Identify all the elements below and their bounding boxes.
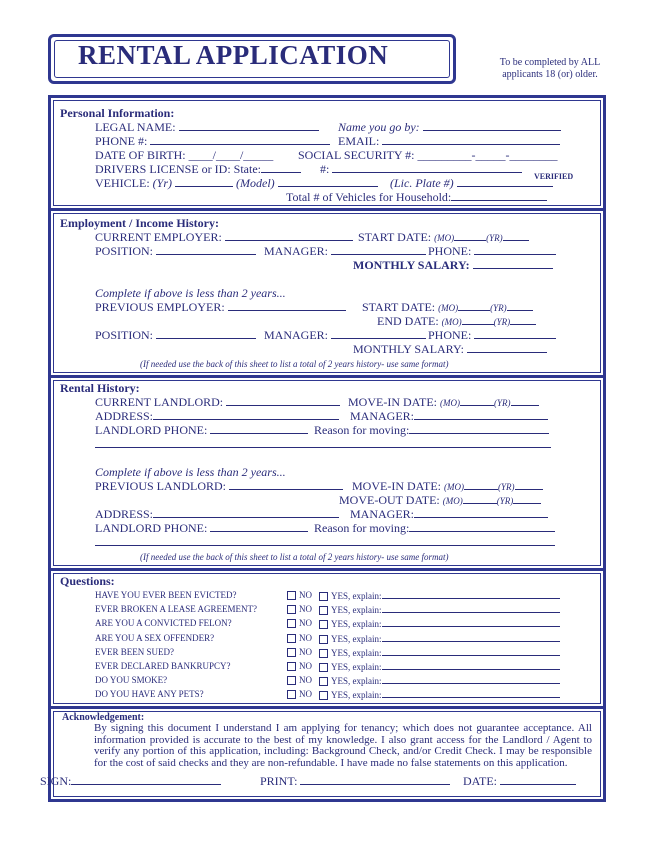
previous-employer-label: PREVIOUS EMPLOYER: bbox=[95, 300, 225, 314]
yr-label: (YR) bbox=[494, 398, 511, 408]
date-label: DATE: bbox=[463, 774, 497, 788]
position-label: POSITION: bbox=[95, 244, 154, 258]
prev-manager-label: MANAGER: bbox=[264, 328, 329, 342]
name-go-by-field[interactable] bbox=[423, 120, 561, 131]
prev-phone-label: PHONE: bbox=[428, 328, 472, 342]
end-mo-field[interactable] bbox=[462, 314, 494, 325]
end-yr-field[interactable] bbox=[510, 314, 536, 325]
vehicle-label: VEHICLE: bbox=[95, 176, 150, 190]
prev-reason-extra-line[interactable] bbox=[95, 535, 555, 546]
question-no-option[interactable] bbox=[287, 618, 312, 628]
question-label: DO YOU HAVE ANY PETS? bbox=[95, 689, 204, 699]
question-yes-option[interactable] bbox=[319, 633, 560, 644]
question-label: EVER DECLARED BANKRUPCY? bbox=[95, 661, 231, 671]
no-checkbox[interactable] bbox=[287, 648, 296, 657]
no-checkbox[interactable] bbox=[287, 634, 296, 643]
legal-name-field[interactable] bbox=[179, 120, 319, 131]
monthly-salary-label: MONTHLY SALARY: bbox=[353, 258, 470, 272]
yes-checkbox[interactable] bbox=[319, 606, 328, 615]
address-label: ADDRESS: bbox=[95, 409, 154, 423]
no-checkbox[interactable] bbox=[287, 591, 296, 600]
prev-reason-field[interactable] bbox=[409, 521, 555, 532]
page-title: RENTAL APPLICATION bbox=[78, 40, 389, 70]
rental-footnote: (If needed use the back of this sheet to list a total of 2 years history- use same format) bbox=[140, 552, 449, 562]
question-label: ARE YOU A CONVICTED FELON? bbox=[95, 618, 232, 628]
move-in-yr-field[interactable] bbox=[511, 395, 539, 406]
mo-label: (MO) bbox=[441, 317, 462, 327]
yes-label: YES, explain: bbox=[331, 605, 382, 615]
dl-number-field[interactable] bbox=[332, 162, 522, 173]
no-checkbox[interactable] bbox=[287, 662, 296, 671]
prev-landlord-phone-label: LANDLORD PHONE: bbox=[95, 521, 208, 535]
rental-manager-label: MANAGER: bbox=[350, 409, 415, 423]
start-date-label: START DATE: bbox=[358, 230, 432, 244]
no-label: NO bbox=[299, 590, 312, 600]
verified-label: VERIFIED bbox=[534, 172, 574, 181]
yes-checkbox[interactable] bbox=[319, 620, 328, 629]
no-label: NO bbox=[299, 604, 312, 614]
no-checkbox[interactable] bbox=[287, 676, 296, 685]
no-label: NO bbox=[299, 689, 312, 699]
prev-monthly-salary-label: MONTHLY SALARY: bbox=[353, 342, 464, 356]
no-label: NO bbox=[299, 661, 312, 671]
yes-checkbox[interactable] bbox=[319, 592, 328, 601]
yes-checkbox[interactable] bbox=[319, 635, 328, 644]
mo-label: (MO) bbox=[442, 496, 463, 506]
reason-field[interactable] bbox=[409, 423, 549, 434]
vehicle-yr-field[interactable] bbox=[175, 176, 233, 187]
no-checkbox[interactable] bbox=[287, 619, 296, 628]
prev-landlord-phone-field[interactable] bbox=[210, 521, 308, 532]
previous-landlord-field[interactable] bbox=[229, 479, 343, 490]
question-label: HAVE YOU EVER BEEN EVICTED? bbox=[95, 590, 237, 600]
prev-move-in-mo-field[interactable] bbox=[464, 479, 498, 490]
prev-address-field[interactable] bbox=[153, 507, 339, 518]
acknowledgement-heading: Acknowledgement: bbox=[62, 712, 145, 723]
current-landlord-field[interactable] bbox=[226, 395, 340, 406]
move-out-label: MOVE-OUT DATE: bbox=[339, 493, 440, 507]
end-date-label: END DATE: bbox=[377, 314, 439, 328]
name-go-by-label: Name you go by: bbox=[338, 120, 420, 134]
yes-label: YES, explain: bbox=[331, 591, 382, 601]
dob-label: DATE OF BIRTH: bbox=[95, 148, 186, 162]
manager-label: MANAGER: bbox=[264, 244, 329, 258]
prev-monthly-salary-field[interactable] bbox=[467, 342, 547, 353]
sign-field[interactable] bbox=[71, 774, 221, 785]
personal-heading: Personal Information: bbox=[60, 106, 175, 120]
yes-label: YES, explain: bbox=[331, 662, 382, 672]
acknowledgement-body: By signing this document I understand I am applying for tenancy; which does not guarantee acceptance. All information provided is accurate to the best of my knowledge. I also grant access for the Landlord / Agent to verify any portion of this application, including: Background Check, and/or Credit Check. I may be responsible for the cost of said checks and they are non-refundable. I have made no false statements on this application. bbox=[94, 722, 592, 769]
vehicle-model-field[interactable] bbox=[278, 176, 378, 187]
explain-field[interactable] bbox=[382, 647, 560, 656]
explain-field[interactable] bbox=[382, 675, 560, 684]
employment-heading: Employment / Income History: bbox=[60, 216, 219, 230]
dl-state-label: State: bbox=[233, 162, 261, 176]
question-yes-option[interactable] bbox=[319, 647, 560, 658]
question-no-option[interactable] bbox=[287, 590, 312, 600]
yes-label: YES, explain: bbox=[331, 690, 382, 700]
yr-label: (YR) bbox=[490, 303, 507, 313]
prev-address-label: ADDRESS: bbox=[95, 507, 154, 521]
explain-field[interactable] bbox=[382, 590, 560, 599]
prev-start-yr-field[interactable] bbox=[507, 300, 533, 311]
move-out-yr-field[interactable] bbox=[513, 493, 541, 504]
question-no-option[interactable] bbox=[287, 661, 312, 671]
question-yes-option[interactable] bbox=[319, 604, 560, 615]
prev-start-date-label: START DATE: bbox=[362, 300, 436, 314]
questions-heading: Questions: bbox=[60, 574, 115, 588]
move-in-mo-field[interactable] bbox=[460, 395, 494, 406]
question-yes-option[interactable] bbox=[319, 689, 560, 700]
current-employer-field[interactable] bbox=[225, 230, 353, 241]
question-label: EVER BEEN SUED? bbox=[95, 647, 174, 657]
reason-extra-line[interactable] bbox=[95, 437, 551, 448]
prev-phone-field[interactable] bbox=[474, 328, 556, 339]
no-label: NO bbox=[299, 618, 312, 628]
vehicle-model-label: (Model) bbox=[236, 176, 275, 190]
question-yes-option[interactable] bbox=[319, 618, 560, 629]
manager-field[interactable] bbox=[331, 244, 426, 255]
mo-label: (MO) bbox=[444, 482, 464, 492]
legal-name-label: LEGAL NAME: bbox=[95, 120, 176, 134]
header-note-line1: To be completed by ALL bbox=[499, 57, 601, 68]
prev-rental-manager-label: MANAGER: bbox=[350, 507, 415, 521]
phone-field-emp[interactable] bbox=[474, 244, 556, 255]
question-yes-option[interactable] bbox=[319, 661, 560, 672]
explain-field[interactable] bbox=[382, 633, 560, 642]
print-field[interactable] bbox=[300, 774, 450, 785]
sign-label: SIGN: bbox=[40, 774, 72, 788]
explain-field[interactable] bbox=[382, 604, 560, 613]
lic-plate-label: (Lic. Plate #) bbox=[390, 176, 454, 190]
question-no-option[interactable] bbox=[287, 647, 312, 657]
email-label: EMAIL: bbox=[338, 134, 380, 148]
total-vehicles-field[interactable] bbox=[451, 190, 547, 201]
mo-label: (MO) bbox=[440, 398, 460, 408]
yes-label: YES, explain: bbox=[331, 648, 382, 658]
lic-plate-field[interactable] bbox=[457, 176, 553, 187]
mo-label: (MO) bbox=[434, 233, 455, 243]
ssn-field[interactable]: _________-_____-________ bbox=[417, 148, 558, 162]
address-field[interactable] bbox=[153, 409, 339, 420]
explain-field[interactable] bbox=[382, 689, 560, 698]
question-label: DO YOU SMOKE? bbox=[95, 675, 168, 685]
phone-label: PHONE #: bbox=[95, 134, 148, 148]
yes-label: YES, explain: bbox=[331, 676, 382, 686]
move-out-mo-field[interactable] bbox=[463, 493, 497, 504]
yes-label: YES, explain: bbox=[331, 619, 382, 629]
employment-footnote: (If needed use the back of this sheet to list a total of 2 years history- use same format) bbox=[140, 359, 449, 369]
header-note-line2: applicants 18 (or) older. bbox=[502, 69, 598, 80]
dl-label: DRIVERS LICENSE or ID: bbox=[95, 162, 231, 176]
mo-label: (MO) bbox=[438, 303, 459, 313]
no-label: NO bbox=[299, 675, 312, 685]
prev-rental-manager-field[interactable] bbox=[414, 507, 548, 518]
question-yes-option[interactable] bbox=[319, 590, 560, 601]
no-checkbox[interactable] bbox=[287, 605, 296, 614]
landlord-phone-field[interactable] bbox=[210, 423, 308, 434]
question-label: ARE YOU A SEX OFFENDER? bbox=[95, 633, 215, 643]
explain-field[interactable] bbox=[382, 618, 560, 627]
question-no-option[interactable] bbox=[287, 689, 312, 699]
rental-manager-field[interactable] bbox=[414, 409, 548, 420]
phone-field[interactable] bbox=[150, 134, 330, 145]
rental-complete-note: Complete if above is less than 2 years... bbox=[95, 465, 286, 479]
move-in-label: MOVE-IN DATE: bbox=[348, 395, 437, 409]
question-no-option[interactable] bbox=[287, 604, 312, 614]
employment-complete-note: Complete if above is less than 2 years... bbox=[95, 286, 286, 300]
yr-label: (YR) bbox=[493, 317, 511, 327]
total-vehicles-label: Total # of Vehicles for Household: bbox=[286, 190, 452, 204]
yes-checkbox[interactable] bbox=[319, 677, 328, 686]
current-landlord-label: CURRENT LANDLORD: bbox=[95, 395, 224, 409]
yes-checkbox[interactable] bbox=[319, 663, 328, 672]
position-field[interactable] bbox=[156, 244, 256, 255]
yes-checkbox[interactable] bbox=[319, 649, 328, 658]
prev-manager-field[interactable] bbox=[331, 328, 426, 339]
rental-heading: Rental History: bbox=[60, 381, 140, 395]
start-mo-field[interactable] bbox=[454, 230, 486, 241]
landlord-phone-label: LANDLORD PHONE: bbox=[95, 423, 208, 437]
dl-state-field[interactable] bbox=[261, 162, 301, 173]
prev-position-field[interactable] bbox=[156, 328, 256, 339]
print-label: PRINT: bbox=[260, 774, 298, 788]
vehicle-yr-label: (Yr) bbox=[152, 176, 172, 190]
no-label: NO bbox=[299, 647, 312, 657]
explain-field[interactable] bbox=[382, 661, 560, 670]
question-label: EVER BROKEN A LEASE AGREEMENT? bbox=[95, 604, 257, 614]
previous-landlord-label: PREVIOUS LANDLORD: bbox=[95, 479, 227, 493]
start-yr-field[interactable] bbox=[503, 230, 529, 241]
yes-checkbox[interactable] bbox=[319, 691, 328, 700]
no-label: NO bbox=[299, 633, 312, 643]
dl-number-label: #: bbox=[320, 162, 330, 176]
yr-label: (YR) bbox=[498, 482, 515, 492]
no-checkbox[interactable] bbox=[287, 690, 296, 699]
prev-reason-label: Reason for moving: bbox=[314, 521, 410, 535]
reason-label: Reason for moving: bbox=[314, 423, 410, 437]
question-no-option[interactable] bbox=[287, 633, 312, 643]
prev-move-in-label: MOVE-IN DATE: bbox=[352, 479, 441, 493]
prev-move-in-yr-field[interactable] bbox=[515, 479, 543, 490]
header-note bbox=[470, 57, 630, 81]
ssn-label: SOCIAL SECURITY #: bbox=[298, 148, 415, 162]
monthly-salary-field[interactable] bbox=[473, 258, 553, 269]
prev-start-mo-field[interactable] bbox=[458, 300, 490, 311]
yr-label: (YR) bbox=[496, 496, 514, 506]
question-yes-option[interactable] bbox=[319, 675, 560, 686]
dob-field[interactable]: ____/____/_____ bbox=[188, 148, 274, 162]
question-no-option[interactable] bbox=[287, 675, 312, 685]
current-employer-label: CURRENT EMPLOYER: bbox=[95, 230, 222, 244]
date-field[interactable] bbox=[500, 774, 576, 785]
phone-label-emp: PHONE: bbox=[428, 244, 472, 258]
yr-label: (YR) bbox=[486, 233, 503, 243]
yes-label: YES, explain: bbox=[331, 634, 382, 644]
email-field[interactable] bbox=[382, 134, 560, 145]
prev-position-label: POSITION: bbox=[95, 328, 154, 342]
previous-employer-field[interactable] bbox=[228, 300, 346, 311]
